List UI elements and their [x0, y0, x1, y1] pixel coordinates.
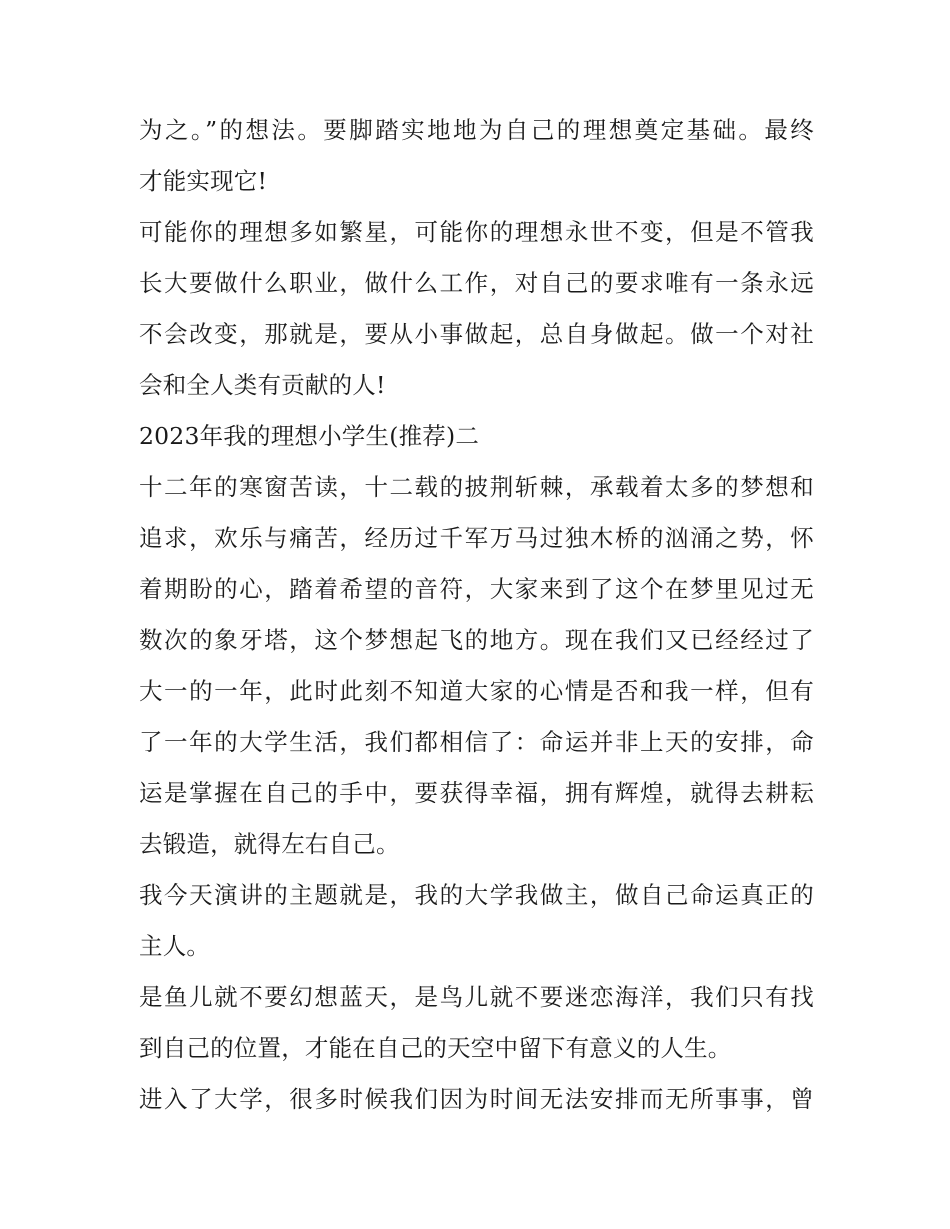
- text-line: 着期盼的心，踏着希望的音符，大家来到了这个在梦里见过无: [139, 575, 814, 603]
- text-line: 进入了大学，很多时候我们因为时间无法安排而无所事事，曾: [139, 1085, 814, 1113]
- text-line: 运是掌握在自己的手中，要获得幸福，拥有辉煌，就得去耕耘: [139, 779, 814, 807]
- text-line: 主人。: [139, 932, 211, 960]
- text-line: 数次的象牙塔，这个梦想起飞的地方。现在我们又已经经过了: [139, 626, 814, 654]
- text-line: 为之。”的想法。要脚踏实地地为自己的理想奠定基础。最终: [139, 116, 814, 144]
- text-line: 大一的一年，此时此刻不知道大家的心情是否和我一样，但有: [139, 677, 814, 705]
- body-text: [139, 105, 814, 1125]
- text-line: 不会改变，那就是，要从小事做起，总自身做起。做一个对社: [139, 320, 814, 348]
- text-line: 到自己的位置，才能在自己的天空中留下有意义的人生。: [139, 1034, 732, 1062]
- text-line: 了一年的大学生活，我们都相信了：命运并非上天的安排，命: [139, 728, 814, 756]
- section-heading: 2023年我的理想小学生(推荐)二: [139, 422, 480, 450]
- text-line: 可能你的理想多如繁星，可能你的理想永世不变，但是不管我: [139, 218, 814, 246]
- text-line: 才能实现它!: [139, 167, 268, 195]
- text-line: 会和全人类有贡献的人!: [139, 371, 386, 399]
- text-line: 我今天演讲的主题就是，我的大学我做主，做自己命运真正的: [139, 881, 814, 909]
- text-line: 长大要做什么职业，做什么工作，对自己的要求唯有一条永远: [139, 269, 814, 297]
- text-line: 十二年的寒窗苦读，十二载的披荆斩棘，承载着太多的梦想和: [139, 473, 814, 501]
- text-line: 去锻造，就得左右自己。: [139, 830, 400, 858]
- text-line: 是鱼儿就不要幻想蓝天，是鸟儿就不要迷恋海洋，我们只有找: [139, 983, 814, 1011]
- text-line: 追求，欢乐与痛苦，经历过千军万马过独木桥的汹涌之势，怀: [139, 524, 814, 552]
